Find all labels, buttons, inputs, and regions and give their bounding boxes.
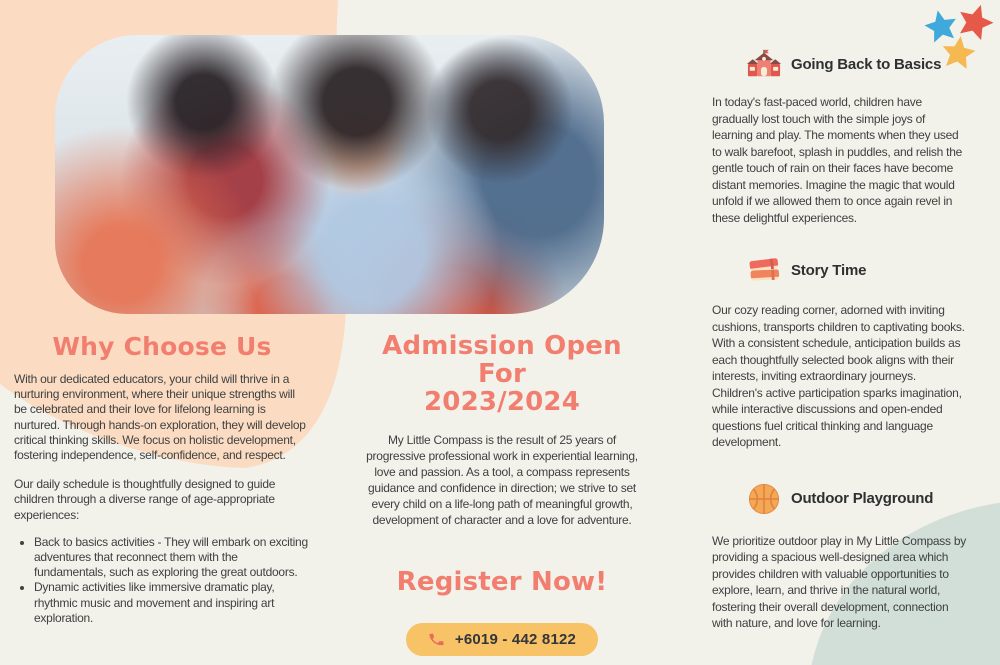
activities-list <box>20 535 310 626</box>
info-column <box>712 46 968 632</box>
admission-heading <box>357 332 647 416</box>
daily-schedule-paragraph: Our daily schedule is thoughtfully designed to guide children through a diverse range of age-appropriate experiences: <box>14 477 276 522</box>
section-header <box>746 252 968 288</box>
admission-heading-line2: 2023/2024 <box>423 387 581 417</box>
section-body: Our cozy reading corner, adorned with inviting cushions, transports children to captivating books. With a consistent schedule, anticipation builds as each thoughtfully selected book aligns with their interests, inviting extraordinary journeys. Children's active participation sparks imagination, while interactive discussions and open-ended questions fuel critical thinking and language development. <box>712 303 965 449</box>
why-choose-us-heading: Why Choose Us <box>52 332 272 361</box>
phone-number: +6019 - 442 8122 <box>454 631 577 648</box>
section-title: Going Back to Basics <box>791 55 942 73</box>
section-body: In today's fast-paced world, children have gradually lost touch with the simple joys of learning and play. The moments when they used to walk barefoot, splash in puddles, and relish the gentle touch of rain on their faces have become distant memories. Imagine the magic that would unfold if we allowed them to once again revel in these delightful experiences. <box>712 95 963 225</box>
list-item: • Dynamic activities like immersive dramatic play, rhythmic music and movement and inspiring art exploration. <box>34 580 310 626</box>
school-icon <box>746 46 782 82</box>
why-choose-us-paragraph: With our dedicated educators, your child will thrive in a nurturing environment, where their unique strengths will be celebrated and their love for lifelong learning is nurtured. Through hands-on exploration, they will develop critical thinking skills. We focus on holistic development, fostering independence, self-confidence, and respect. <box>14 372 306 463</box>
section-body: We prioritize outdoor play in My Little Compass by providing a spacious well-designed area which provides children with valuable opportunities to explore, learn, and thrive in the natural world, fostering their overall development, connection with nature, and love for learning. <box>712 533 967 630</box>
admission-heading-line1: Admission Open For <box>382 331 622 389</box>
section-header <box>746 46 968 82</box>
books-icon <box>746 252 782 288</box>
outdoor-playground-section <box>712 481 968 632</box>
story-time-section <box>712 252 968 451</box>
phone-button[interactable] <box>406 623 598 656</box>
section-header <box>746 481 968 517</box>
admission-section <box>357 332 647 656</box>
phone-icon <box>428 631 446 649</box>
list-item: • Back to basics activities - They will embark on exciting adventures that reconnect them with the fundamentals, such as exploring the great outdoors. <box>34 535 310 581</box>
why-choose-us-section <box>14 332 310 626</box>
admission-paragraph: My Little Compass is the result of 25 years of progressive professional work in experiential learning, love and passion. As a tool, a compass represents guidance and confidence in direction; we strive to set every child on a life-long path of meaningful growth, development of character and a love for adventure. <box>366 433 638 527</box>
register-now-heading: Register Now! <box>396 567 608 597</box>
basketball-icon <box>746 481 782 517</box>
section-title: Outdoor Playground <box>791 490 934 507</box>
classroom-photo <box>55 35 604 314</box>
going-back-to-basics-section <box>712 46 968 226</box>
section-title: Story Time <box>791 261 867 279</box>
